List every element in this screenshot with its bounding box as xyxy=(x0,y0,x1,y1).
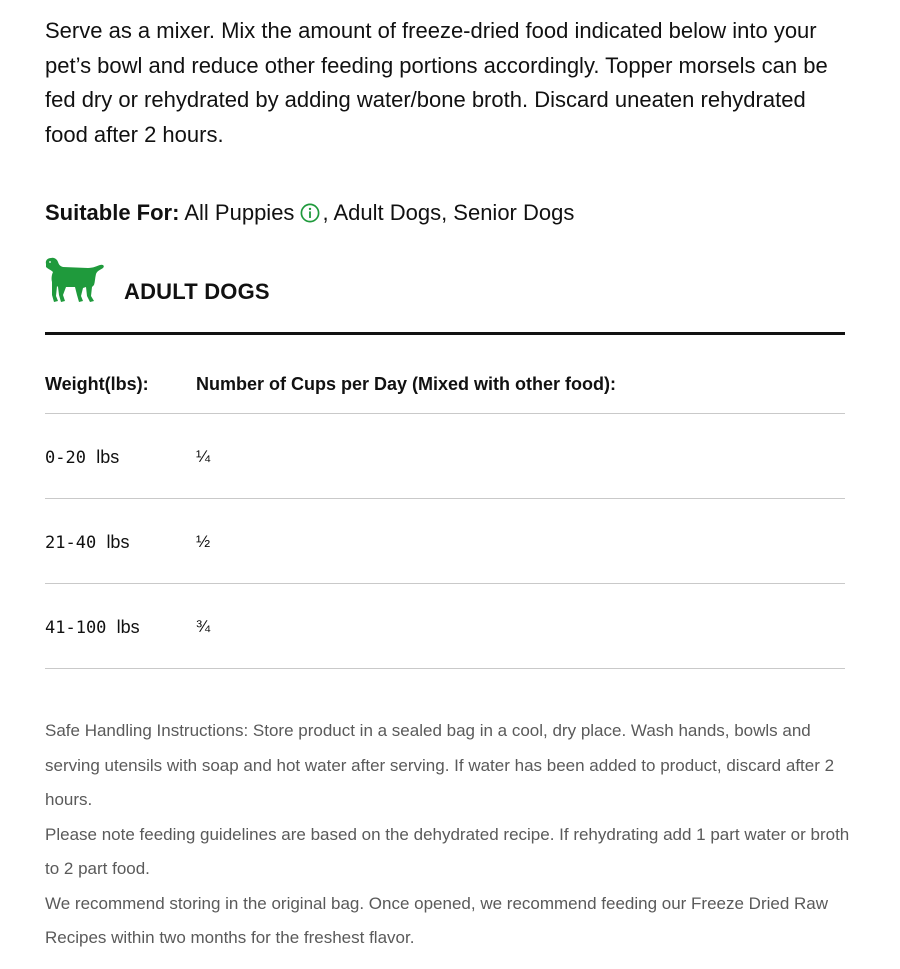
note-rehydrating: Please note feeding guidelines are based on the dehydrated recipe. If rehydrating add 1 part water or broth to 2 part food. xyxy=(45,824,850,878)
suitable-for-label: Suitable For: xyxy=(45,200,180,225)
info-circle-icon[interactable] xyxy=(300,200,320,232)
section-divider xyxy=(45,332,845,335)
cups-cell: ¾ xyxy=(196,617,211,636)
intro-paragraph: Serve as a mixer. Mix the amount of freeze-dried food indicated below into your pet’s bowl and reduce other feeding portions accordingly. Topper morsels can be fed dry or rehydrated by adding water/bone broth. Discard uneaten rehydrated food after 2 hours. xyxy=(45,18,828,147)
suitable-puppies: All Puppies xyxy=(184,200,295,225)
dog-icon xyxy=(44,256,108,309)
row-divider xyxy=(45,668,845,669)
section-title: ADULT DOGS xyxy=(124,279,270,304)
header-divider xyxy=(45,413,845,414)
suitable-rest: , Adult Dogs, Senior Dogs xyxy=(322,200,575,225)
weight-cell: 21-40 lbs xyxy=(45,532,130,553)
safe-handling-notes xyxy=(45,714,850,956)
weight-cell: 41-100 lbs xyxy=(45,617,140,638)
row-divider xyxy=(45,583,845,584)
row-divider xyxy=(45,498,845,499)
note-safe-handling: Safe Handling Instructions: Store product in a sealed bag in a cool, dry place. Wash hands, bowls and serving utensils with soap and hot water after serving. If water has been added to product, discard after 2 hours. xyxy=(45,721,835,809)
cups-cell: ¼ xyxy=(196,447,211,466)
note-storage: We recommend storing in the original bag. Once opened, we recommend feeding our Freeze Dried Raw Recipes within two months for the freshest flavor. xyxy=(45,893,829,947)
suitable-for-line xyxy=(45,197,574,232)
cups-column-header: Number of Cups per Day (Mixed with other food): xyxy=(196,374,617,394)
weight-cell: 0-20 lbs xyxy=(45,447,120,468)
weight-column-header: Weight(lbs): xyxy=(45,374,149,394)
cups-cell: ½ xyxy=(196,532,211,551)
